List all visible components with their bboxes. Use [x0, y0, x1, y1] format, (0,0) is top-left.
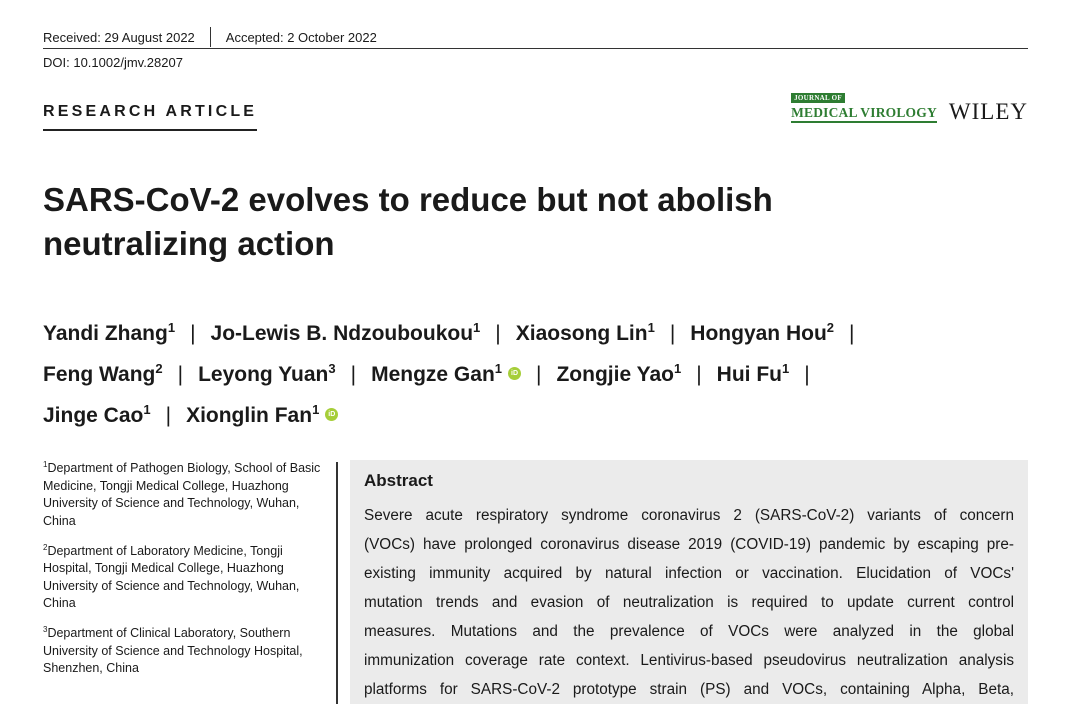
author-name: Mengze Gan — [371, 363, 495, 386]
author-separator: | — [350, 363, 357, 386]
brand-logos — [791, 93, 1028, 123]
affiliation — [43, 539, 328, 614]
abstract-heading: Abstract — [364, 471, 433, 490]
received-accepted-row — [43, 27, 377, 47]
orcid-icon[interactable]: iD — [508, 367, 521, 380]
author-separator: | — [177, 363, 184, 386]
abstract-body — [364, 501, 1014, 704]
abstract-line: Severe acute respiratory syndrome coronavirus 2 (SARS-CoV-2) variants of concern — [364, 507, 1014, 524]
affiliation-text: Department of Laboratory Medicine, Tongji Hospital, Tongji Medical College, Huazhong University of Science and Technology, Wuhan, China — [43, 543, 300, 611]
author — [211, 322, 481, 345]
abstract-line: immunization coverage rate context. Lentivirus-based pseudovirus neutralization analysis — [364, 652, 1014, 669]
abstract-line: (VOCs) have prolonged coronavirus disease 2019 (COVID-19) pandemic by escaping pre- — [364, 536, 1014, 553]
author-separator: | — [190, 322, 196, 345]
author-list — [43, 310, 1043, 433]
accepted-date: Accepted: 2 October 2022 — [225, 29, 377, 45]
affiliation-text: Department of Pathogen Biology, School of Basic Medicine, Tongji Medical College, Huazhong University of Science and Technology, Wuhan, China — [43, 461, 321, 528]
title-line: neutralizing action — [43, 225, 335, 262]
affiliations — [43, 456, 328, 686]
author-separator: | — [165, 404, 172, 427]
author-separator: | — [669, 322, 676, 345]
author — [690, 322, 834, 345]
author — [43, 404, 151, 427]
header-rule — [43, 48, 1028, 49]
abstract-line: platforms for SARS-CoV-2 prototype strain (PS) and VOCs, containing Alpha, Beta, — [364, 681, 1014, 698]
author-affil-sup: 1 — [143, 402, 151, 417]
author-affil-sup: 3 — [328, 361, 336, 376]
article-title — [43, 178, 943, 266]
author-affil-sup: 1 — [494, 361, 503, 376]
author-separator: | — [804, 363, 810, 386]
abstract-box — [350, 460, 1028, 704]
doi: DOI: 10.1002/jmv.28207 — [43, 55, 183, 70]
column-divider — [336, 462, 338, 704]
author — [371, 363, 521, 386]
affiliation-number: 1 — [43, 460, 48, 469]
author-affil-sup: 2 — [826, 320, 835, 335]
author-name: Leyong Yuan — [198, 363, 329, 386]
author-affil-sup: 1 — [167, 320, 176, 335]
author-separator: | — [696, 363, 702, 386]
orcid-icon[interactable]: iD — [325, 408, 338, 421]
meta-separator — [210, 27, 211, 47]
journal-logo — [791, 93, 937, 123]
author — [198, 363, 336, 386]
author-name: Jinge Cao — [43, 404, 144, 427]
title-line: SARS-CoV-2 evolves to reduce but not abolish — [43, 181, 773, 218]
abstract-line: measures. Mutations and the prevalence of VOCs were analyzed in the global — [364, 623, 1014, 640]
affiliation — [43, 621, 328, 678]
author-name: Xionglin Fan — [186, 404, 313, 427]
received-date: Received: 29 August 2022 — [43, 29, 195, 45]
author-affil-sup: 1 — [781, 361, 790, 376]
author — [43, 363, 163, 386]
author — [516, 322, 655, 345]
abstract-line: existing immunity acquired by natural infection or vaccination. Elucidation of VOCs' — [364, 565, 1014, 582]
author — [186, 404, 338, 427]
author-name: Jo-Lewis B. Ndzouboukou — [210, 322, 474, 345]
affiliation-number: 2 — [43, 542, 48, 552]
author-name: Feng Wang — [43, 363, 156, 386]
author-affil-sup: 1 — [673, 361, 682, 376]
journal-logo-small: JOURNAL OF — [791, 93, 845, 103]
author-separator: | — [536, 363, 542, 386]
author-separator: | — [849, 322, 855, 345]
author-name: Yandi Zhang — [43, 322, 168, 345]
author-affil-sup: 2 — [155, 361, 163, 376]
affiliation-text: Department of Clinical Laboratory, Southern University of Science and Technology Hospital, Shenzhen, China — [43, 626, 303, 676]
affiliation-number: 3 — [43, 625, 48, 635]
author-name: Zongjie Yao — [556, 363, 674, 386]
author-affil-sup: 1 — [647, 320, 655, 335]
author-name: Hongyan Hou — [690, 322, 827, 345]
affiliation — [43, 456, 328, 531]
author — [717, 363, 790, 386]
author-name: Xiaosong Lin — [515, 322, 648, 345]
journal-logo-name: MEDICAL VIROLOGY — [791, 103, 937, 123]
author — [556, 363, 681, 386]
abstract-line: mutation trends and evasion of neutralization is required to update current control — [364, 594, 1014, 611]
author-separator: | — [495, 322, 501, 345]
article-type: RESEARCH ARTICLE — [43, 103, 257, 131]
author-affil-sup: 1 — [312, 402, 320, 417]
author-name: Hui Fu — [716, 363, 782, 386]
publisher-logo: WILEY — [948, 99, 1028, 124]
author-affil-sup: 1 — [473, 320, 481, 335]
author — [43, 322, 175, 345]
